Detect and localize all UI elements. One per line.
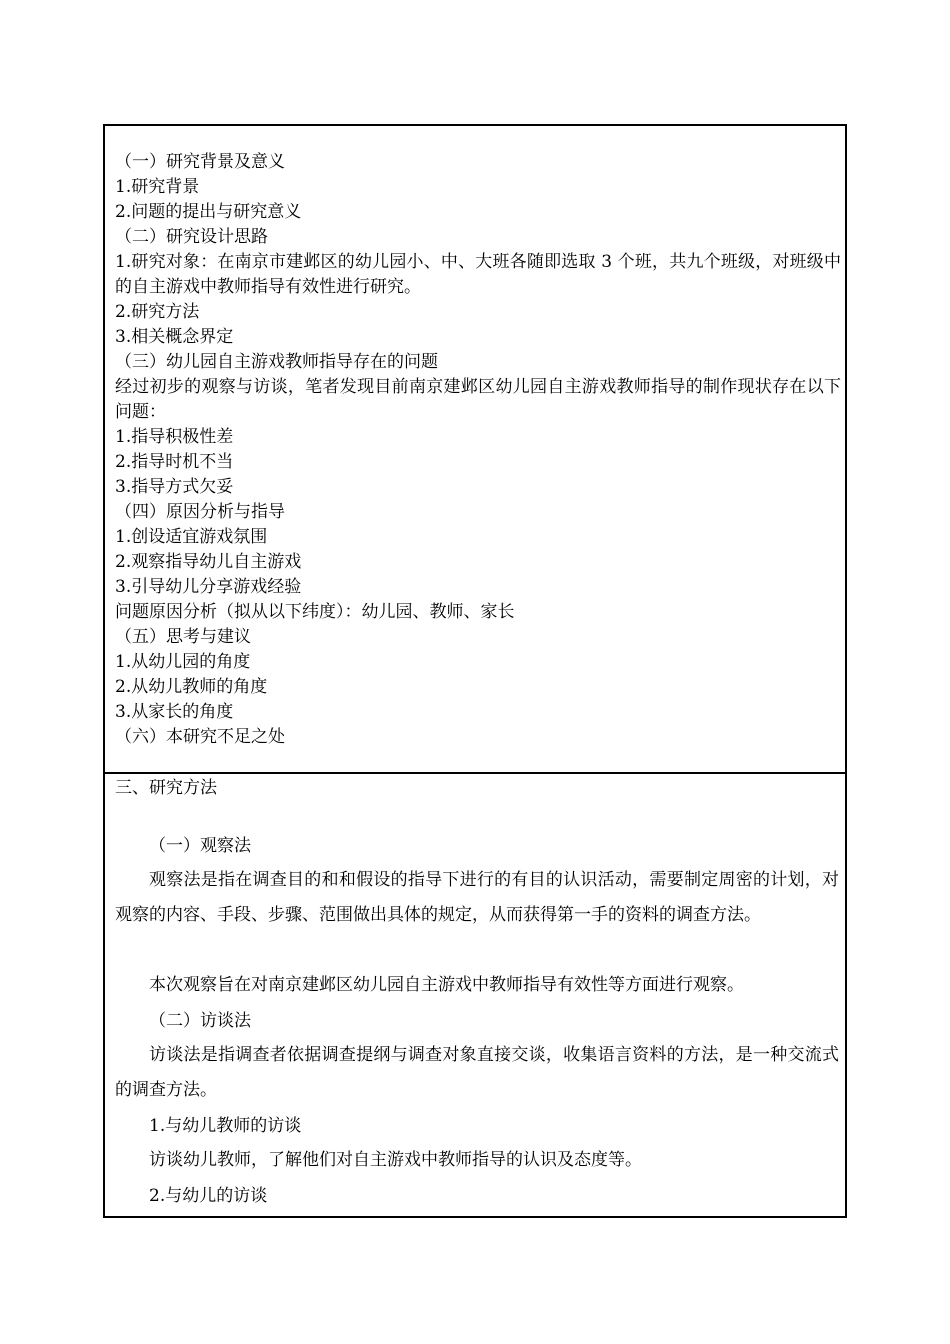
problems-intro: 经过初步的观察与访谈，笔者发现目前南京建邺区幼儿园自主游戏教师指导的制作现状存在以下问题：: [115, 377, 841, 422]
interview-teachers-text: 访谈幼儿教师，了解他们对自主游戏中教师指导的认识及态度等。: [149, 1150, 642, 1170]
research-outline-cell: [105, 126, 845, 774]
suggestion-3: 3.从家长的角度: [115, 702, 234, 722]
suggestion-1: 1.从幼儿园的角度: [115, 652, 251, 672]
heading-analysis: （四）原因分析与指导: [115, 502, 285, 522]
heading-problems: （三）幼儿园自主游戏教师指导存在的问题: [115, 352, 438, 372]
observation-heading: （一）观察法: [149, 836, 251, 856]
item-background: 1.研究背景: [115, 177, 200, 197]
item-concepts: 3.相关概念界定: [115, 327, 234, 347]
interview-children-heading: 2.与幼儿的访谈: [149, 1186, 268, 1206]
interview-teachers-heading: 1.与幼儿教师的访谈: [149, 1116, 302, 1136]
item-problem: 2.问题的提出与研究意义: [115, 202, 302, 222]
heading-suggestions: （五）思考与建议: [115, 627, 251, 647]
suggestion-2: 2.从幼儿教师的角度: [115, 677, 268, 697]
content-table: [103, 124, 847, 1218]
analysis-dimensions: 问题原因分析（拟从以下纬度）：幼儿园、教师、家长: [115, 602, 515, 622]
analysis-1: 1.创设适宜游戏氛围: [115, 527, 268, 547]
item-method: 2.研究方法: [115, 302, 200, 322]
research-methods-cell: [105, 774, 845, 1216]
heading-background: （一）研究背景及意义: [115, 152, 285, 172]
observation-scope: 本次观察旨在对南京建邺区幼儿园自主游戏中教师指导有效性等方面进行观察。: [149, 975, 744, 995]
heading-limitations: （六）本研究不足之处: [115, 727, 285, 747]
analysis-3: 3.引导幼儿分享游戏经验: [115, 577, 302, 597]
interview-definition: 访谈法是指调查者依据调查提纲与调查对象直接交谈，收集语言资料的方法，是一种交流式的调查方法。: [115, 1045, 839, 1100]
interview-heading: （二）访谈法: [149, 1011, 251, 1031]
problem-2: 2.指导时机不当: [115, 452, 234, 472]
problem-3: 3.指导方式欠妥: [115, 477, 234, 497]
problem-1: 1.指导积极性差: [115, 427, 234, 447]
observation-definition: 观察法是指在调查目的和和假设的指导下进行的有目的认识活动，需要制定周密的计划，对观察的内容、手段、步骤、范围做出具体的规定，从而获得第一手的资料的调查方法。: [115, 870, 839, 925]
analysis-2: 2.观察指导幼儿自主游戏: [115, 552, 302, 572]
item-research-subject: 1.研究对象：在南京市建邺区的幼儿园小、中、大班各随即选取 3 个班，共九个班级，对班级中的自主游戏中教师指导有效性进行研究。: [115, 252, 841, 297]
heading-design: （二）研究设计思路: [115, 227, 268, 247]
section-heading: 三、研究方法: [115, 778, 217, 798]
